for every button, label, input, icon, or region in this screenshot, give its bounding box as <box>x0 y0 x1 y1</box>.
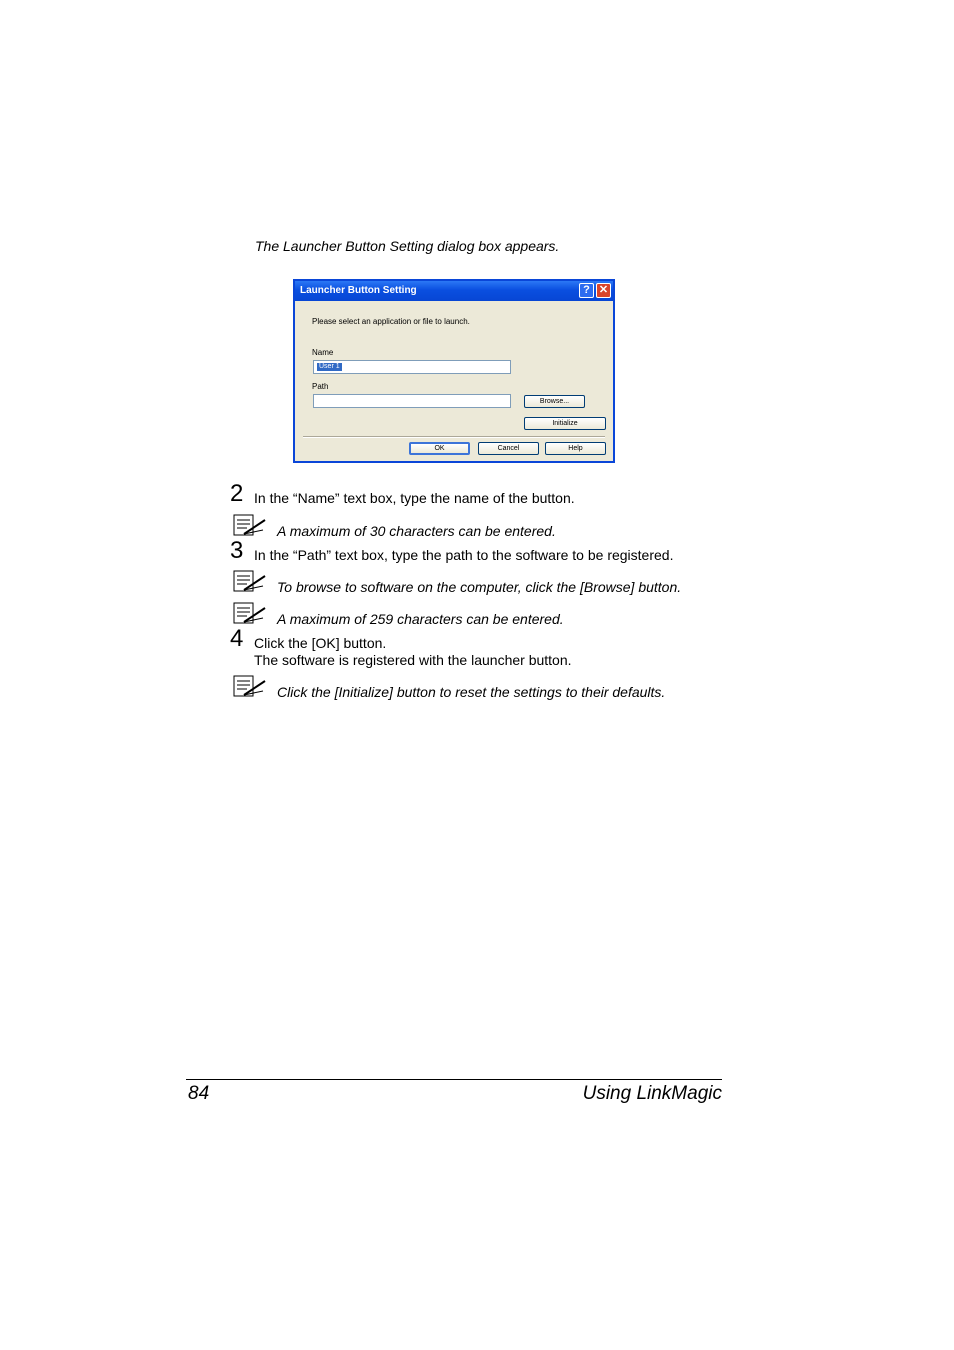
path-label: Path <box>312 382 329 391</box>
name-input-value: User 1 <box>319 363 340 370</box>
dialog-prompt: Please select an application or file to launch. <box>312 317 470 326</box>
footer-rule <box>186 1079 722 1080</box>
page-number: 84 <box>188 1083 210 1104</box>
note-text: A maximum of 259 characters can be entered. <box>277 611 564 627</box>
step-result-text: The software is registered with the launcher button. <box>254 652 572 668</box>
ok-button[interactable]: OK <box>409 442 470 455</box>
note-pencil-icon <box>233 570 267 592</box>
name-label: Name <box>312 348 334 357</box>
footer-section-title: Using LinkMagic <box>582 1083 722 1104</box>
dialog-title: Launcher Button Setting <box>300 285 417 296</box>
step-number: 3 <box>230 537 244 564</box>
dialog-separator <box>303 436 605 438</box>
note-pencil-icon <box>233 675 267 697</box>
note-text: Click the [Initialize] button to reset the settings to their defaults. <box>277 684 666 700</box>
initialize-button[interactable]: Initialize <box>524 417 606 430</box>
note-pencil-icon <box>233 514 267 536</box>
name-input[interactable] <box>313 360 511 374</box>
note-pencil-icon <box>233 602 267 624</box>
note-text: A maximum of 30 characters can be entered. <box>277 523 556 539</box>
intro-caption: The Launcher Button Setting dialog box appears. <box>255 238 560 254</box>
step-text: Click the [OK] button. <box>254 635 387 651</box>
path-input[interactable] <box>313 394 511 408</box>
help-button[interactable]: Help <box>545 442 606 455</box>
launcher-button-setting-dialog <box>293 279 615 463</box>
help-icon[interactable]: ? <box>579 283 594 298</box>
dialog-titlebar <box>295 281 613 301</box>
close-icon[interactable]: ✕ <box>596 283 611 298</box>
note-text: To browse to software on the computer, click the [Browse] button. <box>277 579 682 595</box>
step-number: 4 <box>230 625 244 652</box>
browse-button[interactable]: Browse... <box>524 395 585 408</box>
cancel-button[interactable]: Cancel <box>478 442 539 455</box>
step-text: In the “Name” text box, type the name of the button. <box>254 490 575 506</box>
step-number: 2 <box>230 480 244 507</box>
step-text: In the “Path” text box, type the path to the software to be registered. <box>254 547 674 563</box>
